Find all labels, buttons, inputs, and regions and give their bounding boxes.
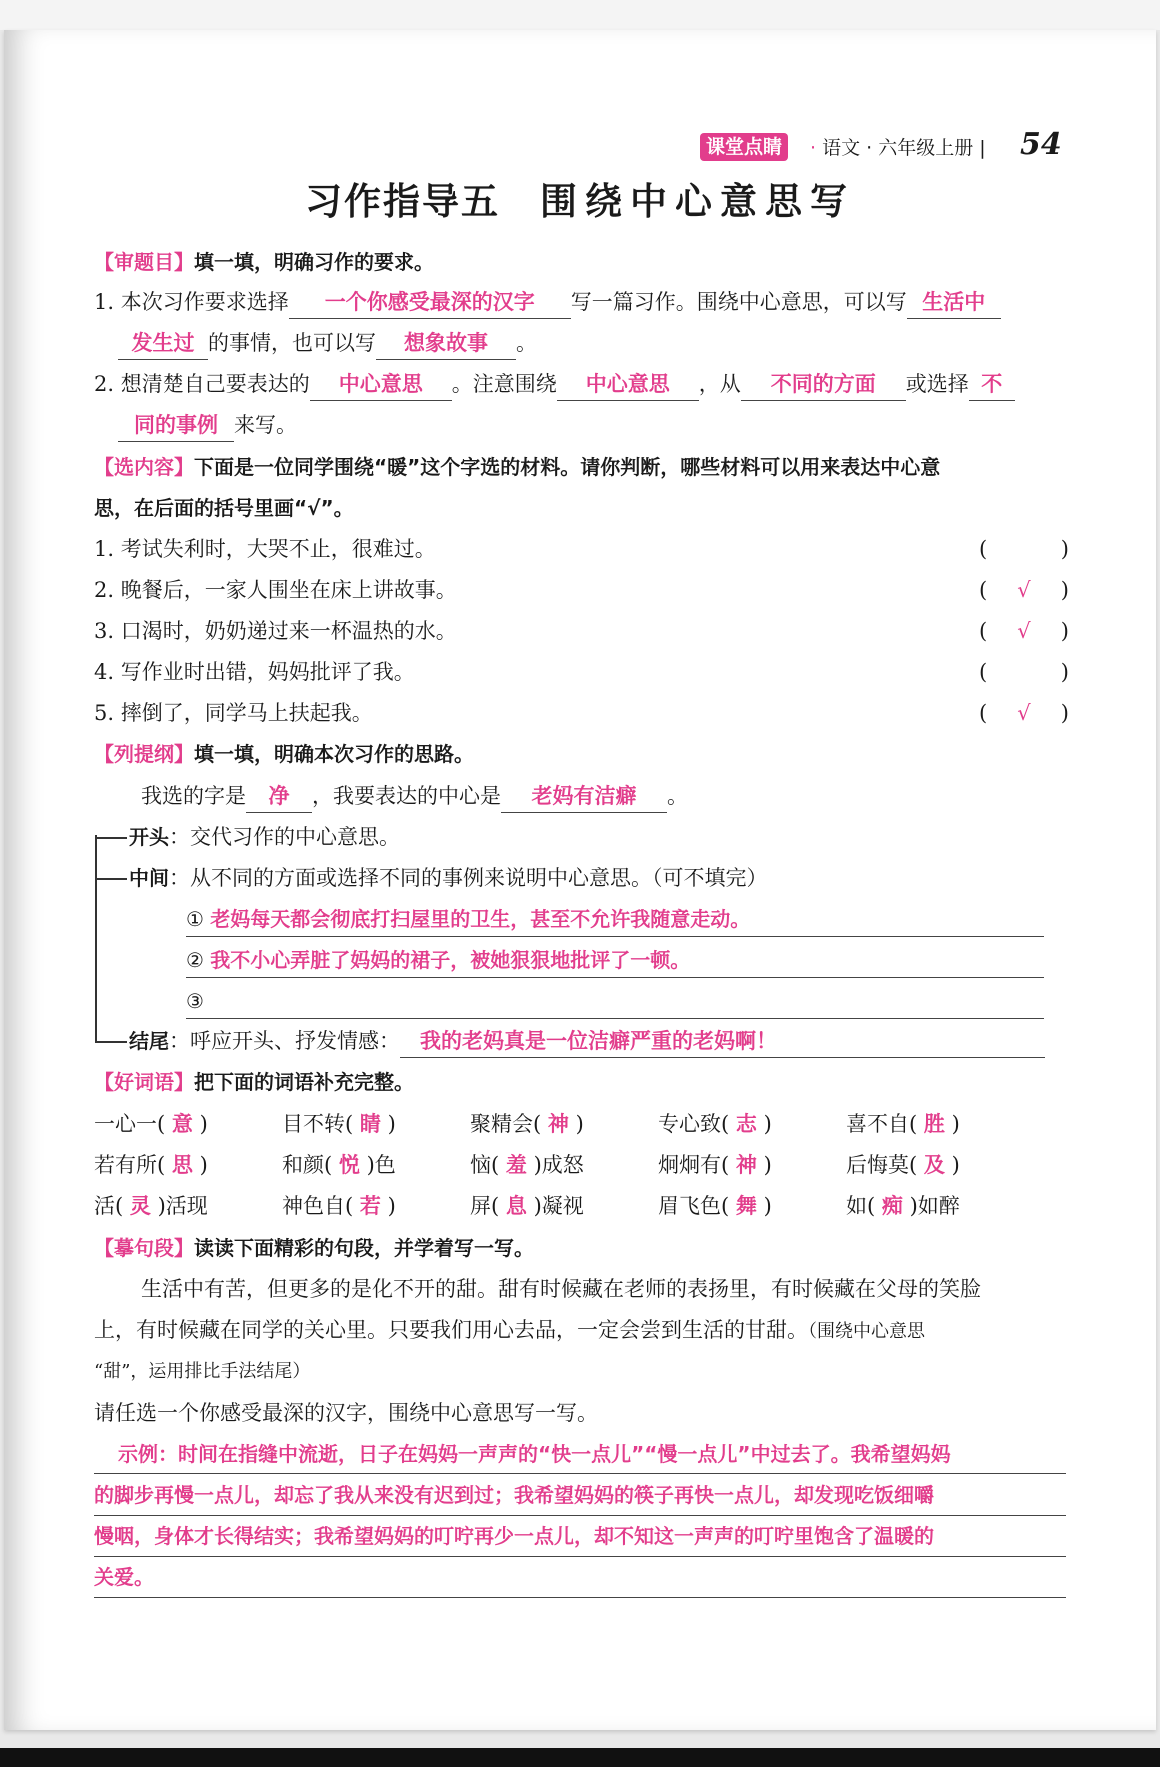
bottom-bar: [0, 1748, 1160, 1767]
sample-paragraph-line: 生活中有苦，但更多的是化不开的甜。甜有时候藏在老师的表扬里，有时候藏在父母的笑脸: [141, 1277, 981, 1301]
section-hao-ci-yu: 【好词语】把下面的词语补充完整。: [94, 1070, 414, 1094]
idiom-cell: 若有所( 思 ): [94, 1153, 208, 1177]
blank-field: 同的事例: [118, 409, 234, 442]
page-header: [700, 127, 1062, 166]
section-lie-ti-gang: 【列提纲】填一填，明确本次习作的思路。: [94, 742, 474, 766]
idiom-cell: 和颜( 悦 )色: [282, 1153, 396, 1177]
idiom-cell: 活( 灵 )活现: [94, 1194, 208, 1218]
blank-field: 生活中: [907, 286, 1001, 319]
choice-item: 1. 考试失利时，大哭不止，很难过。 ( ): [94, 529, 1069, 570]
sample-paragraph-line: 上，有时候藏在同学的关心里。只要我们用心去品，一定会尝到生活的甘甜。（围绕中心意思: [94, 1318, 925, 1342]
idiom-cell: 神色自( 若 ): [282, 1194, 396, 1218]
answer-parens: ( √ ): [979, 693, 1069, 734]
idiom-cell: 屏( 息 )凝视: [470, 1194, 584, 1218]
idiom-row: [94, 1145, 1069, 1186]
answer-parens: ( √ ): [979, 611, 1069, 652]
section-xuan-nei-rong-line-2: 思，在后面的括号里画“√”。: [94, 496, 354, 520]
outline-middle: 中间：从不同的方面或选择不同的事例来说明中心意思。（可不填完）: [129, 866, 768, 890]
idiom-cell: 一心一( 意 ): [94, 1112, 208, 1136]
writing-prompt: 请任选一个你感受最深的汉字，围绕中心意思写一写。: [94, 1401, 598, 1425]
blank-field: 不同的方面: [741, 368, 906, 401]
choice-item: 4. 写作业时出错，妈妈批评了我。 ( ): [94, 652, 1069, 693]
section-shen-ti-mu: 【审题目】填一填，明确习作的要求。: [94, 250, 434, 274]
outline-middle-1: ① 老妈每天都会彻底打扫屋里的卫生，甚至不允许我随意走动。: [186, 902, 1044, 937]
check-mark: √: [1017, 619, 1031, 643]
question-2-line-2: 同的事例 来写。: [118, 405, 1093, 446]
question-1-line-1: 1. 本次习作要求选择 一个你感受最深的汉字 写一篇习作。围绕中心意思，可以写 生活中: [94, 282, 1069, 323]
choice-item: 3. 口渴时，奶奶递过来一杯温热的水。 ( √ ): [94, 611, 1069, 652]
idiom-row: [94, 1104, 1069, 1145]
idiom-cell: 目不转( 睛 ): [282, 1112, 396, 1136]
question-1-line-2: 发生过 的事情，也可以写 想象故事 。: [118, 323, 1093, 364]
header-subject: · 语文 · 六年级上册 |: [810, 137, 986, 159]
answer-line: 示例：时间在指缝中流逝，日子在妈妈一声声的“快一点儿”“慢一点儿”中过去了。我希望妈妈: [94, 1434, 1066, 1474]
outline-tick: [95, 837, 127, 839]
blank-field: 中心意思: [557, 368, 699, 401]
question-2-line-1: 2. 想清楚自己要表达的 中心意思 。注意围绕 中心意思 ，从 不同的方面 或选择 不: [94, 364, 1069, 405]
blank-field: 净: [246, 780, 312, 813]
idiom-cell: 聚精会( 神 ): [470, 1112, 584, 1136]
blank-field: 我的老妈真是一位洁癖严重的老妈啊！: [400, 1025, 1045, 1058]
blank-field: 一个你感受最深的汉字: [289, 286, 571, 319]
outline-intro: 我选的字是 净 ，我要表达的中心是 老妈有洁癖 。: [141, 776, 1116, 817]
idiom-cell: 如( 痴 )如醉: [846, 1194, 960, 1218]
outline-opening: 开头：交代习作的中心意思。: [129, 825, 400, 849]
idiom-row: [94, 1186, 1069, 1227]
blank-field: 发生过: [118, 327, 208, 360]
answer-parens: ( ): [979, 660, 1069, 684]
check-mark: √: [1017, 578, 1031, 602]
section-xuan-nei-rong: 【选内容】下面是一位同学围绕“暖”这个字选的材料。请你判断，哪些材料可以用来表达中心意: [94, 455, 941, 479]
page-title: 习作指导五 围绕中心意思写: [305, 179, 855, 223]
sample-paragraph-line: “甜”，运用排比手法结尾）: [94, 1361, 311, 1382]
idiom-cell: 专心致( 志 ): [658, 1112, 772, 1136]
outline-bracket: [95, 835, 97, 1043]
choice-item: 2. 晚餐后，一家人围坐在床上讲故事。 ( √ ): [94, 570, 1069, 611]
answer-parens: ( √ ): [979, 570, 1069, 611]
section-mo-ju-duan: 【摹句段】读读下面精彩的句段，并学着写一写。: [94, 1236, 534, 1260]
blank-field: 老妈有洁癖: [501, 780, 667, 813]
idiom-cell: 眉飞色( 舞 ): [658, 1194, 772, 1218]
answer-line: 慢咽，身体才长得结实；我希望妈妈的叮咛再少一点儿，却不知这一声声的叮咛里饱含了温暖的: [94, 1516, 1066, 1557]
blank-field: 中心意思: [310, 368, 452, 401]
header-badge: 课堂点睛: [700, 133, 788, 161]
outline-middle-3: ③: [186, 984, 1044, 1019]
page-number: 54: [1020, 127, 1062, 162]
answer-line: 关爱。: [94, 1557, 1066, 1598]
outline-tick: [95, 1041, 127, 1043]
idiom-cell: 后悔莫( 及 ): [846, 1153, 960, 1177]
top-strip: [0, 0, 1160, 30]
choice-item: 5. 摔倒了，同学马上扶起我。 ( √ ): [94, 693, 1069, 734]
answer-line: 的脚步再慢一点儿，却忘了我从来没有迟到过；我希望妈妈的筷子再快一点儿，却发现吃饭细嚼: [94, 1475, 1066, 1516]
idiom-cell: 恼( 羞 )成怒: [470, 1153, 584, 1177]
outline-ending: 结尾：呼应开头、抒发情感： 我的老妈真是一位洁癖严重的老妈啊！: [129, 1021, 1044, 1062]
idiom-cell: 炯炯有( 神 ): [658, 1153, 772, 1177]
outline-middle-2: ② 我不小心弄脏了妈妈的裙子，被她狠狠地批评了一顿。: [186, 943, 1044, 978]
answer-parens: ( ): [979, 537, 1069, 561]
outline-tick: [95, 878, 127, 880]
blank-field: 想象故事: [376, 327, 516, 360]
page-subtitle: 围绕中心意思写: [540, 179, 855, 223]
blank-field: 不: [969, 368, 1015, 401]
check-mark: √: [1017, 701, 1031, 725]
idiom-cell: 喜不自( 胜 ): [846, 1112, 960, 1136]
